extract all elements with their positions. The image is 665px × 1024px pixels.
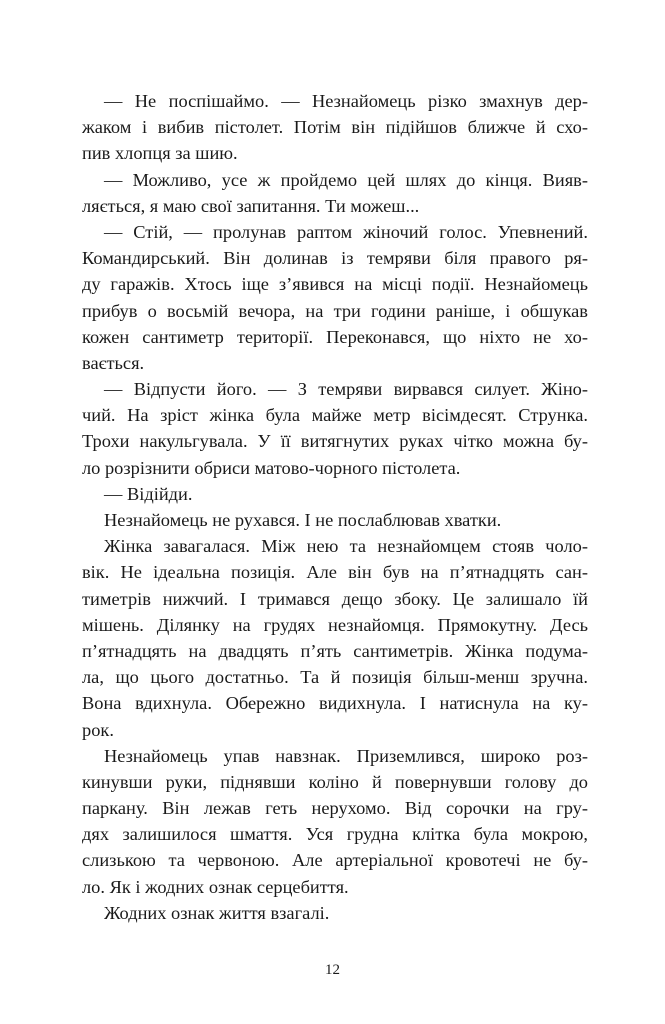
text-line: Командирський. Він долинав із темряви біля правого ря-	[82, 248, 588, 269]
text-line: Жінка завагалася. Між нею та незнайомцем стояв чоло-	[104, 536, 588, 557]
text-line: ляється, я маю свої запитання. Ти можеш...	[82, 195, 420, 216]
text-line: прибув о восьмій вечора, на три години раніше, і обшукав	[82, 300, 588, 321]
text-line: п’ятнадцять на двадцять п’ять сантиметрів. Жінка подума-	[82, 640, 588, 661]
text-line: жаком і вибив пістолет. Потім він підійшов ближче й схо-	[82, 117, 588, 138]
text-line: слизькою та червоною. Але артеріальної кровотечі не бу-	[82, 850, 588, 871]
page-number: 12	[325, 962, 340, 978]
text-line: — Можливо, усе ж пройдемо цей шлях до кінця. Вияв-	[104, 169, 588, 190]
text-line: ду гаражів. Хтось іще з’явився на місці події. Незнайомець	[82, 274, 588, 295]
text-line: кинувши руки, піднявши коліно й повернувши голову до	[82, 771, 588, 792]
text-line: тиметрів нижчий. І тримався дещо збоку. Це залишало їй	[82, 588, 588, 609]
text-line: дях залишилося шмаття. Уся грудна клітка була мокрою,	[82, 824, 588, 845]
text-line: — Стій, — пролунав раптом жіночий голос. Упевнений.	[104, 221, 588, 242]
text-line: вік. Не ідеальна позиція. Але він був на п’ятнадцять сан-	[82, 562, 588, 583]
body-text	[82, 88, 588, 926]
text-line: Незнайомець не рухався. І не послаблював хватки.	[104, 510, 502, 530]
text-line: Жодних ознак життя взагалі.	[104, 902, 330, 923]
text-line: вається.	[82, 352, 145, 373]
text-line: пив хлопця за шию.	[82, 143, 238, 164]
text-line: чий. На зріст жінка була майже метр вісімдесят. Струнка.	[82, 405, 588, 426]
text-line: кожен сантиметр території. Переконався, що ніхто не хо-	[82, 326, 588, 347]
text-line: рок.	[82, 719, 114, 740]
text-line: Вона вдихнула. Обережно видихнула. І натиснула на ку-	[82, 693, 588, 714]
text-line: ло розрізнити обриси матово-чорного пістолета.	[82, 457, 461, 478]
text-line: Трохи накульгувала. У її витягнутих руках чітко можна бу-	[82, 431, 588, 452]
text-line: — Відпусти його. — З темряви вирвався силует. Жіно-	[104, 379, 588, 400]
text-line: мішень. Ділянку на грудях незнайомця. Прямокутну. Десь	[82, 614, 588, 635]
text-line: — Не поспішаймо. — Незнайомець різко змахнув дер-	[104, 91, 588, 111]
text-line: паркану. Він лежав геть нерухомо. Від сорочки на гру-	[82, 798, 588, 819]
text-line: Незнайомець упав навзнак. Приземлився, широко роз-	[104, 745, 588, 766]
text-line: — Відійди.	[104, 483, 193, 504]
text-line: ла, що цього достатньо. Та й позиція більш-менш зручна.	[82, 667, 588, 688]
text-line: ло. Як і жодних ознак серцебиття.	[82, 876, 349, 897]
